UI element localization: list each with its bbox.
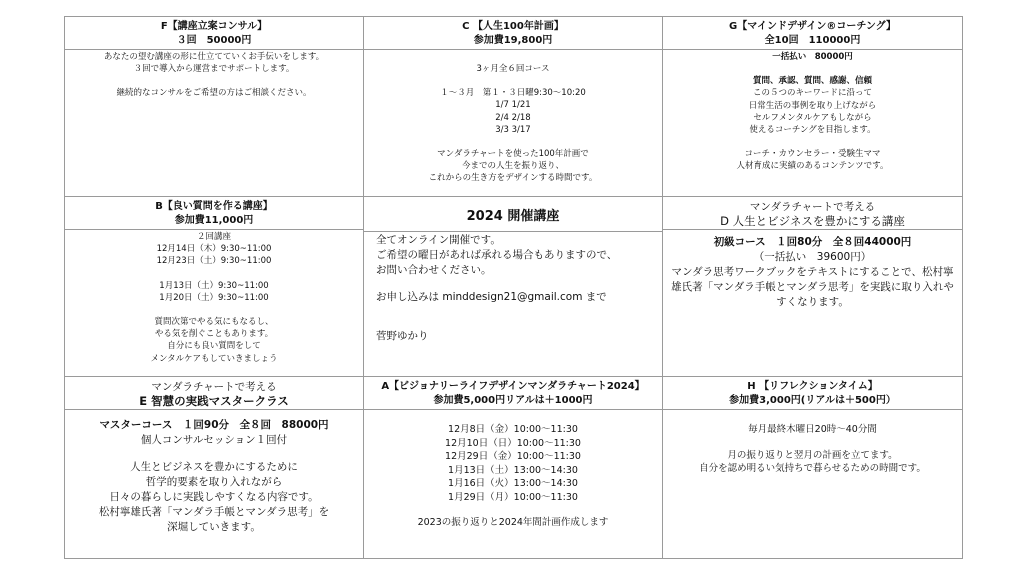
text-line: 人生とビジネスを豊かにするために <box>130 461 298 473</box>
spacer <box>69 75 359 87</box>
course-body <box>65 230 363 366</box>
course-body <box>364 50 662 186</box>
spacer <box>368 411 658 423</box>
text-line: 日々の暮らしに実践しやすくなる内容です。 <box>109 491 319 503</box>
cell-header <box>663 377 962 410</box>
text-line: 哲学的要素を取り入れながら <box>145 476 283 488</box>
text-line: 12月23日（土）9:30~11:00 <box>156 256 272 267</box>
text-line: 2023の振り返りと2024年間計画作成します <box>417 517 609 528</box>
course-grid <box>64 16 963 559</box>
cell-header <box>663 197 962 230</box>
spacer <box>69 448 359 460</box>
cell-b <box>65 197 364 377</box>
text-line: 月の振り返りと翌月の計画を立てます。 <box>727 449 898 461</box>
text-line: 今までの人生を振り返り、 <box>461 161 564 172</box>
course-title: D 人生とビジネスを豊かにする講座 <box>720 214 905 228</box>
cell-e <box>65 377 364 559</box>
cell-f <box>65 17 364 197</box>
course-price: ３回 50000円 <box>176 35 252 46</box>
text-line: 3ヶ月全６回コース <box>476 64 550 74</box>
course-title: A【ビジョナリーライフデザインマンダラチャート2024】 <box>381 381 645 392</box>
spacer <box>376 305 658 317</box>
text-line: 2/4 2/18 <box>495 112 531 123</box>
text-line: 深堀していきます。 <box>167 521 261 533</box>
spacer <box>69 268 359 280</box>
spacer <box>376 317 658 329</box>
text-line: この５つのキーワードに沿って <box>752 88 872 99</box>
text-line: これからの生き方をデザインする時間です。 <box>428 173 598 184</box>
course-price: 参加費19,800円 <box>473 35 553 46</box>
text-line: お問い合わせください。 <box>376 264 492 276</box>
course-plan: 初級コース １回80分 全８回44000円 <box>713 236 912 248</box>
text-line: 質問次第でやる気にもなるし、 <box>154 317 274 328</box>
cell-c <box>364 17 663 197</box>
text-line: 1月16日（火）13:00～14:30 <box>448 478 578 489</box>
spacer <box>368 75 658 87</box>
course-plan: マスターコース １回90分 全８回 88000円 <box>99 419 329 431</box>
course-title: B【良い質問を作る講座】 <box>155 201 273 212</box>
course-price: 参加費11,000円 <box>174 215 254 226</box>
text-line: やる気を削ぐこともあります。 <box>154 329 274 340</box>
text-line: 全てオンライン開催です。 <box>376 234 501 246</box>
spacer <box>667 411 958 423</box>
text-line: メンタルケアもしていきましょう <box>150 353 278 364</box>
text-line: ３回で導入から運営までサポートします。 <box>133 64 295 75</box>
spacer <box>376 278 658 290</box>
course-subtitle: マンダラチャートで考える <box>151 381 277 393</box>
text-line: マンダラ思考ワークブックをテキストにすることで、松村寧雄氏著「マンダラ手帳とマンダラ思考」を実践に取り入れやすくなります。 <box>671 266 954 308</box>
text-line: 12月14日（木）9:30~11:00 <box>156 244 272 255</box>
spacer <box>368 136 658 148</box>
course-price: 参加費3,000円(リアルは＋500円） <box>729 395 896 406</box>
course-price: 参加費5,000円リアルは＋1000円 <box>433 395 593 406</box>
cell-a <box>364 377 663 559</box>
course-body <box>663 50 962 174</box>
cell-header <box>65 197 363 230</box>
cell-header <box>663 17 962 50</box>
text-line: 1月29日（月）10:00～11:30 <box>448 491 578 503</box>
course-body <box>65 50 363 101</box>
payment-line: 一括払い 80000円 <box>772 52 853 62</box>
text-line: 個人コンサルセッション１回付 <box>140 434 288 446</box>
text-line: 12月29日（金）10:00～11:30 <box>445 451 581 462</box>
spacer <box>667 437 958 449</box>
cell-header <box>65 17 363 50</box>
text-line: 1/7 1/21 <box>495 100 531 111</box>
course-description <box>667 250 958 310</box>
text-line: １～３月 第１・３日曜9:30～10:20 <box>440 88 586 99</box>
text-line: マンダラチャートを使った100年計画で <box>437 149 589 160</box>
course-body <box>663 410 962 477</box>
cell-g <box>663 17 963 197</box>
course-title: C 【人生100年計画】 <box>462 21 564 32</box>
text-line: 質問、承認、質問、感謝、信頼 <box>752 76 872 87</box>
text-line: コーチ・カウンセラー・受験生ママ <box>744 149 881 160</box>
spacer <box>667 63 958 75</box>
cell-d <box>663 197 963 377</box>
spacer <box>667 136 958 148</box>
cell-center <box>364 197 663 377</box>
spacer <box>69 304 359 316</box>
text-line: ２回講座 <box>196 232 231 242</box>
text-line: セルフメンタルケアもしながら <box>753 112 872 123</box>
spacer <box>368 51 658 63</box>
course-title: F【講座立案コンサル】 <box>160 21 268 32</box>
text-line: 日常生活の事例を取り上げながら <box>748 100 877 111</box>
text-line: 自分にも良い質問をして <box>167 341 261 352</box>
course-title: G【マインドデザイン®コーチング】 <box>729 21 896 32</box>
course-title: E 智慧の実践マスタークラス <box>139 394 289 408</box>
text-line: 毎月最終木曜日20時～40分間 <box>748 424 877 435</box>
text-line: あなたの望む講座の形に仕立てていくお手伝いをします。 <box>103 52 325 62</box>
course-body <box>663 230 962 311</box>
course-body <box>65 410 363 536</box>
course-body <box>364 410 662 531</box>
course-description <box>69 433 359 535</box>
text-line: 1月20日（土）9:30~11:00 <box>159 292 269 303</box>
text-line: 1月13日（土）9:30~11:00 <box>159 280 269 291</box>
page-title: 2024 開催講座 <box>364 197 662 232</box>
text-line: 自分を認め明るい気持ちで暮らせるための時間です。 <box>699 463 926 474</box>
text-line: 松村寧雄氏著「マンダラ手帳とマンダラ思考」を <box>98 506 330 518</box>
course-title: H 【リフレクションタイム】 <box>747 381 878 392</box>
text-line: 12月8日（金）10:00～11:30 <box>448 424 578 435</box>
cell-h <box>663 377 963 559</box>
cell-header <box>364 17 662 50</box>
text-line: ご希望の曜日があれば承れる場合もありますので、 <box>376 249 618 261</box>
spacer <box>368 504 658 516</box>
text-line: （一括払い 39600円） <box>753 251 872 263</box>
text-line: 人材育成に実績のあるコンテンツです。 <box>736 161 889 172</box>
text-line: お申し込みは minddesign21@gmail.com まで <box>376 291 607 303</box>
cell-header <box>364 377 662 410</box>
cell-header <box>65 377 363 410</box>
text-line: 継続的なコンサルをご希望の方はご相談ください。 <box>116 88 312 99</box>
text-line: 3/3 3/17 <box>495 124 531 135</box>
center-info <box>364 232 662 345</box>
text-line: 12月10日（日）10:00～11:30 <box>445 437 581 449</box>
course-description <box>667 63 958 172</box>
text-line: 1月13日（土）13:00～14:30 <box>448 464 578 476</box>
course-price: 全10回 110000円 <box>764 35 861 46</box>
text-line: 使えるコーチングを目指します。 <box>749 125 876 136</box>
text-line: 菅野ゆかり <box>376 330 429 342</box>
course-subtitle: マンダラチャートで考える <box>749 201 876 213</box>
